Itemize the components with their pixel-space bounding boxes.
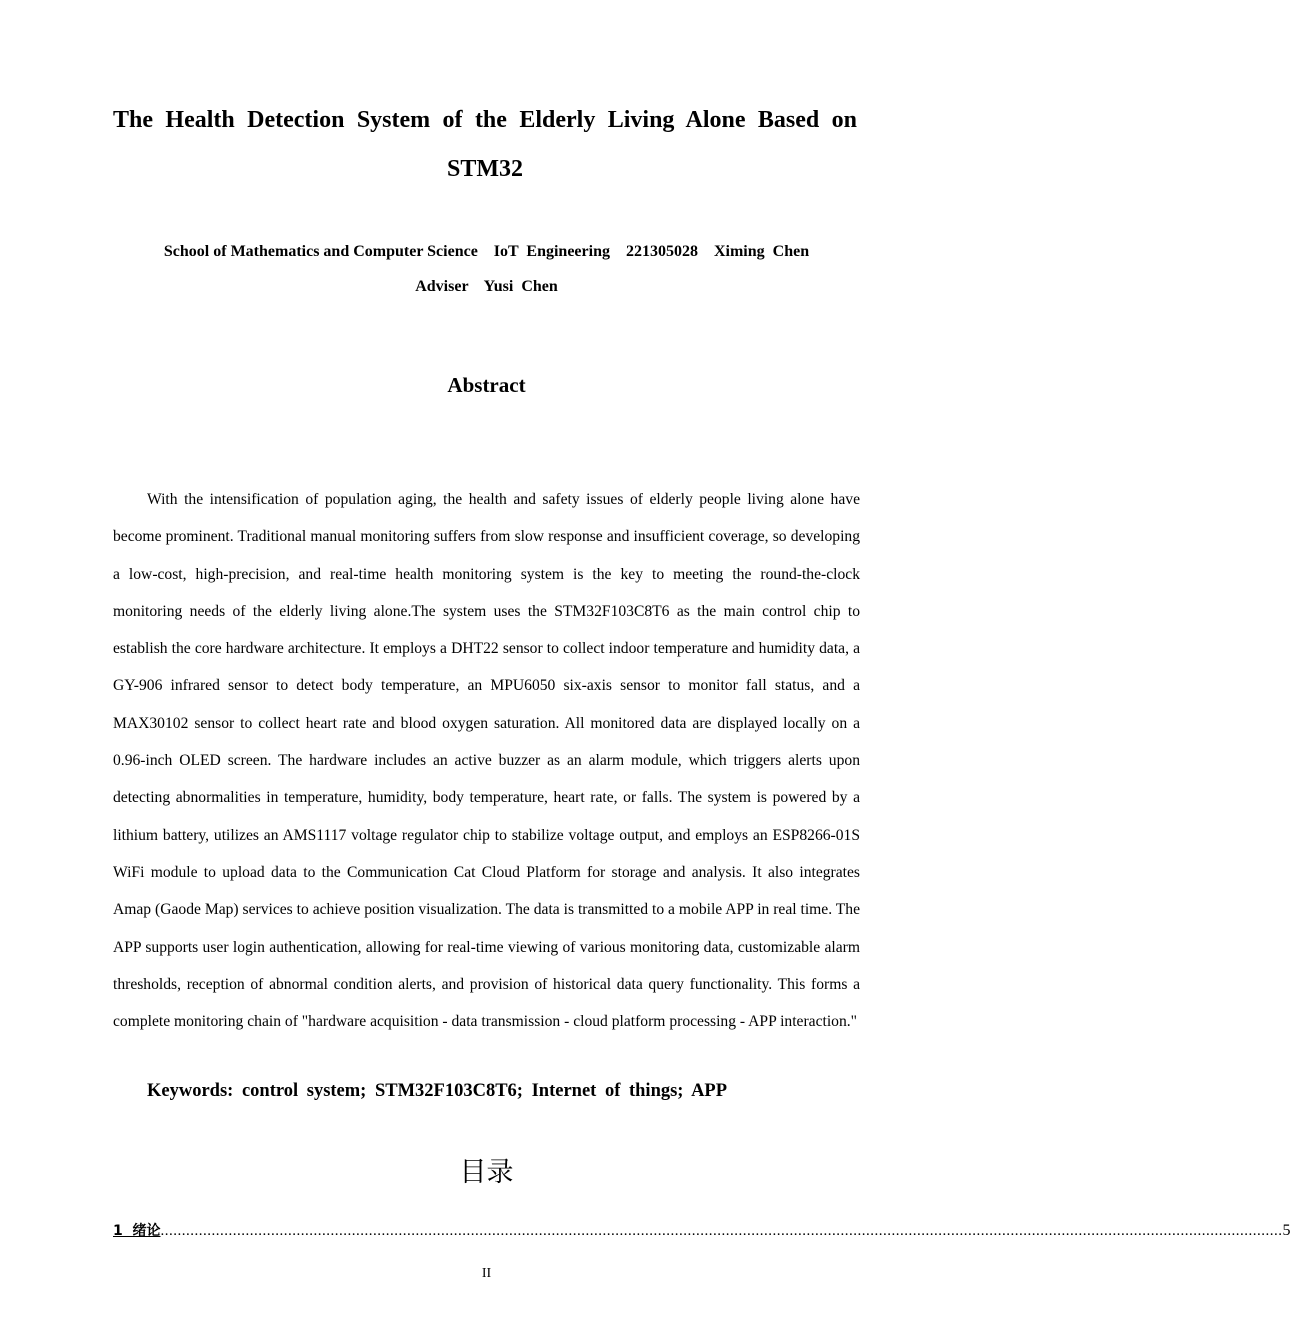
page-number: II — [481, 1266, 492, 1281]
paper-title: The Health Detection System of the Elderly Living Alone Based on STM32 — [113, 107, 857, 182]
toc-entry-page: 5 — [1282, 1222, 1291, 1239]
author-affiliation: School of Mathematics and Computer Science IoT Engineering 221305028 Ximing Chen — [163, 243, 810, 260]
keywords-line: Keywords: control system; STM32F103C8T6; Internet of things; APP — [147, 1081, 728, 1101]
toc-heading: 目录 — [459, 1157, 514, 1188]
toc-entry[interactable] — [113, 1220, 1291, 1240]
abstract-heading: Abstract — [447, 373, 526, 397]
abstract-body: With the intensification of population aging, the health and safety issues of elderly people living alone have become prominent. Traditional manual monitoring suffers from slow response and insufficient coverage, so developing a low-cost, high-precision, and real-time health monitoring system is the key to meeting the round-the-clock monitoring needs of the elderly living alone.The system uses the STM32F103C8T6 as the main control chip to establish the core hardware architecture. It employs a DHT22 sensor to collect indoor temperature and humidity data, a GY-906 infrared sensor to detect body temperature, an MPU6050 six-axis sensor to monitor fall status, and a MAX30102 sensor to collect heart rate and blood oxygen saturation. All monitored data are displayed locally on a 0.96-inch OLED screen. The hardware includes an active buzzer as an alarm module, which triggers alerts upon detecting abnormalities in temperature, humidity, body temperature, heart rate, or falls. The system is powered by a lithium battery, utilizes an AMS1117 voltage regulator chip to stabilize voltage output, and employs an ESP8266-01S WiFi module to upload data to the Communication Cat Cloud Platform for storage and analysis. It also integrates Amap (Gaode Map) services to achieve position visualization. The data is transmitted to a mobile APP in real time. The APP supports user login authentication, allowing for real-time viewing of various monitoring data, customizable alarm thresholds, reception of abnormal condition alerts, and provision of historical data query functionality. This forms a complete monitoring chain of "hardware acquisition - data transmission - cloud platform processing - APP interaction." — [113, 491, 860, 1031]
adviser-line: Adviser Yusi Chen — [415, 278, 558, 295]
toc-entry-label[interactable]: 1 绪论 — [113, 1223, 161, 1239]
toc-dot-leader: ........................................................................................................................................................................................................................................................................ — [160, 1223, 1283, 1239]
